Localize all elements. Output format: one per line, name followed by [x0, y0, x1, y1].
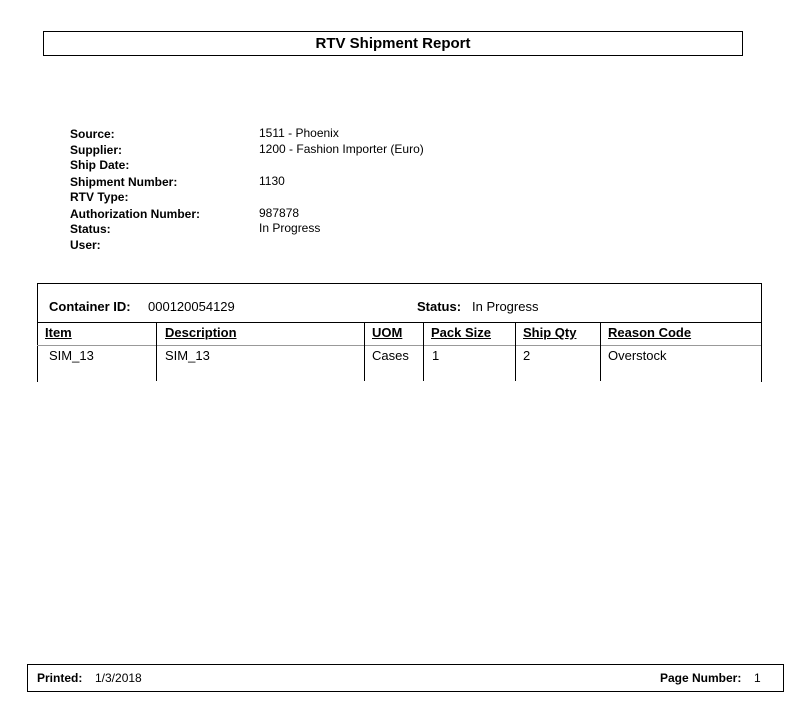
report-title: RTV Shipment Report	[43, 31, 743, 56]
container-id-value: 000120054129	[148, 299, 235, 314]
user-label: User:	[70, 238, 101, 252]
table-header-rule	[37, 345, 761, 346]
shipment-number-value: 1130	[259, 174, 285, 188]
column-header-item: Item	[45, 325, 72, 340]
column-divider	[600, 322, 601, 381]
ship-date-label: Ship Date:	[70, 158, 130, 172]
page-number-label: Page Number:	[660, 671, 742, 685]
container-status-label: Status:	[417, 299, 462, 314]
status-value: In Progress	[259, 221, 321, 235]
cell-pack-size: 1	[432, 348, 440, 363]
cell-uom: Cases	[372, 348, 409, 363]
source-label: Source:	[70, 127, 115, 141]
supplier-label: Supplier:	[70, 143, 123, 157]
column-header-ship-qty: Ship Qty	[523, 325, 577, 340]
authorization-number-label: Authorization Number:	[70, 207, 200, 221]
report-footer	[27, 664, 784, 692]
page-number-value: 1	[754, 671, 761, 685]
authorization-number-value: 987878	[259, 206, 300, 220]
printed-date: 1/3/2018	[95, 671, 142, 685]
source-value: 1511 - Phoenix	[259, 126, 339, 140]
printed-label: Printed:	[37, 671, 83, 685]
container-id-label: Container ID:	[49, 299, 131, 314]
column-header-pack-size: Pack Size	[431, 325, 491, 340]
container-status-value: In Progress	[472, 299, 539, 314]
column-divider	[364, 322, 365, 381]
column-divider	[423, 322, 424, 381]
cell-reason-code: Overstock	[608, 348, 667, 363]
status-label: Status:	[70, 222, 111, 236]
cell-item: SIM_13	[49, 348, 94, 363]
column-divider	[156, 322, 157, 381]
column-divider	[515, 322, 516, 381]
supplier-value: 1200 - Fashion Importer (Euro)	[259, 142, 424, 156]
cell-description: SIM_13	[165, 348, 210, 363]
shipment-number-label: Shipment Number:	[70, 175, 178, 189]
rtv-type-label: RTV Type:	[70, 190, 129, 204]
column-header-reason-code: Reason Code	[608, 325, 692, 340]
column-header-description: Description	[165, 325, 237, 340]
cell-ship-qty: 2	[523, 348, 531, 363]
column-header-uom: UOM	[372, 325, 403, 340]
table-top-rule	[37, 322, 761, 323]
